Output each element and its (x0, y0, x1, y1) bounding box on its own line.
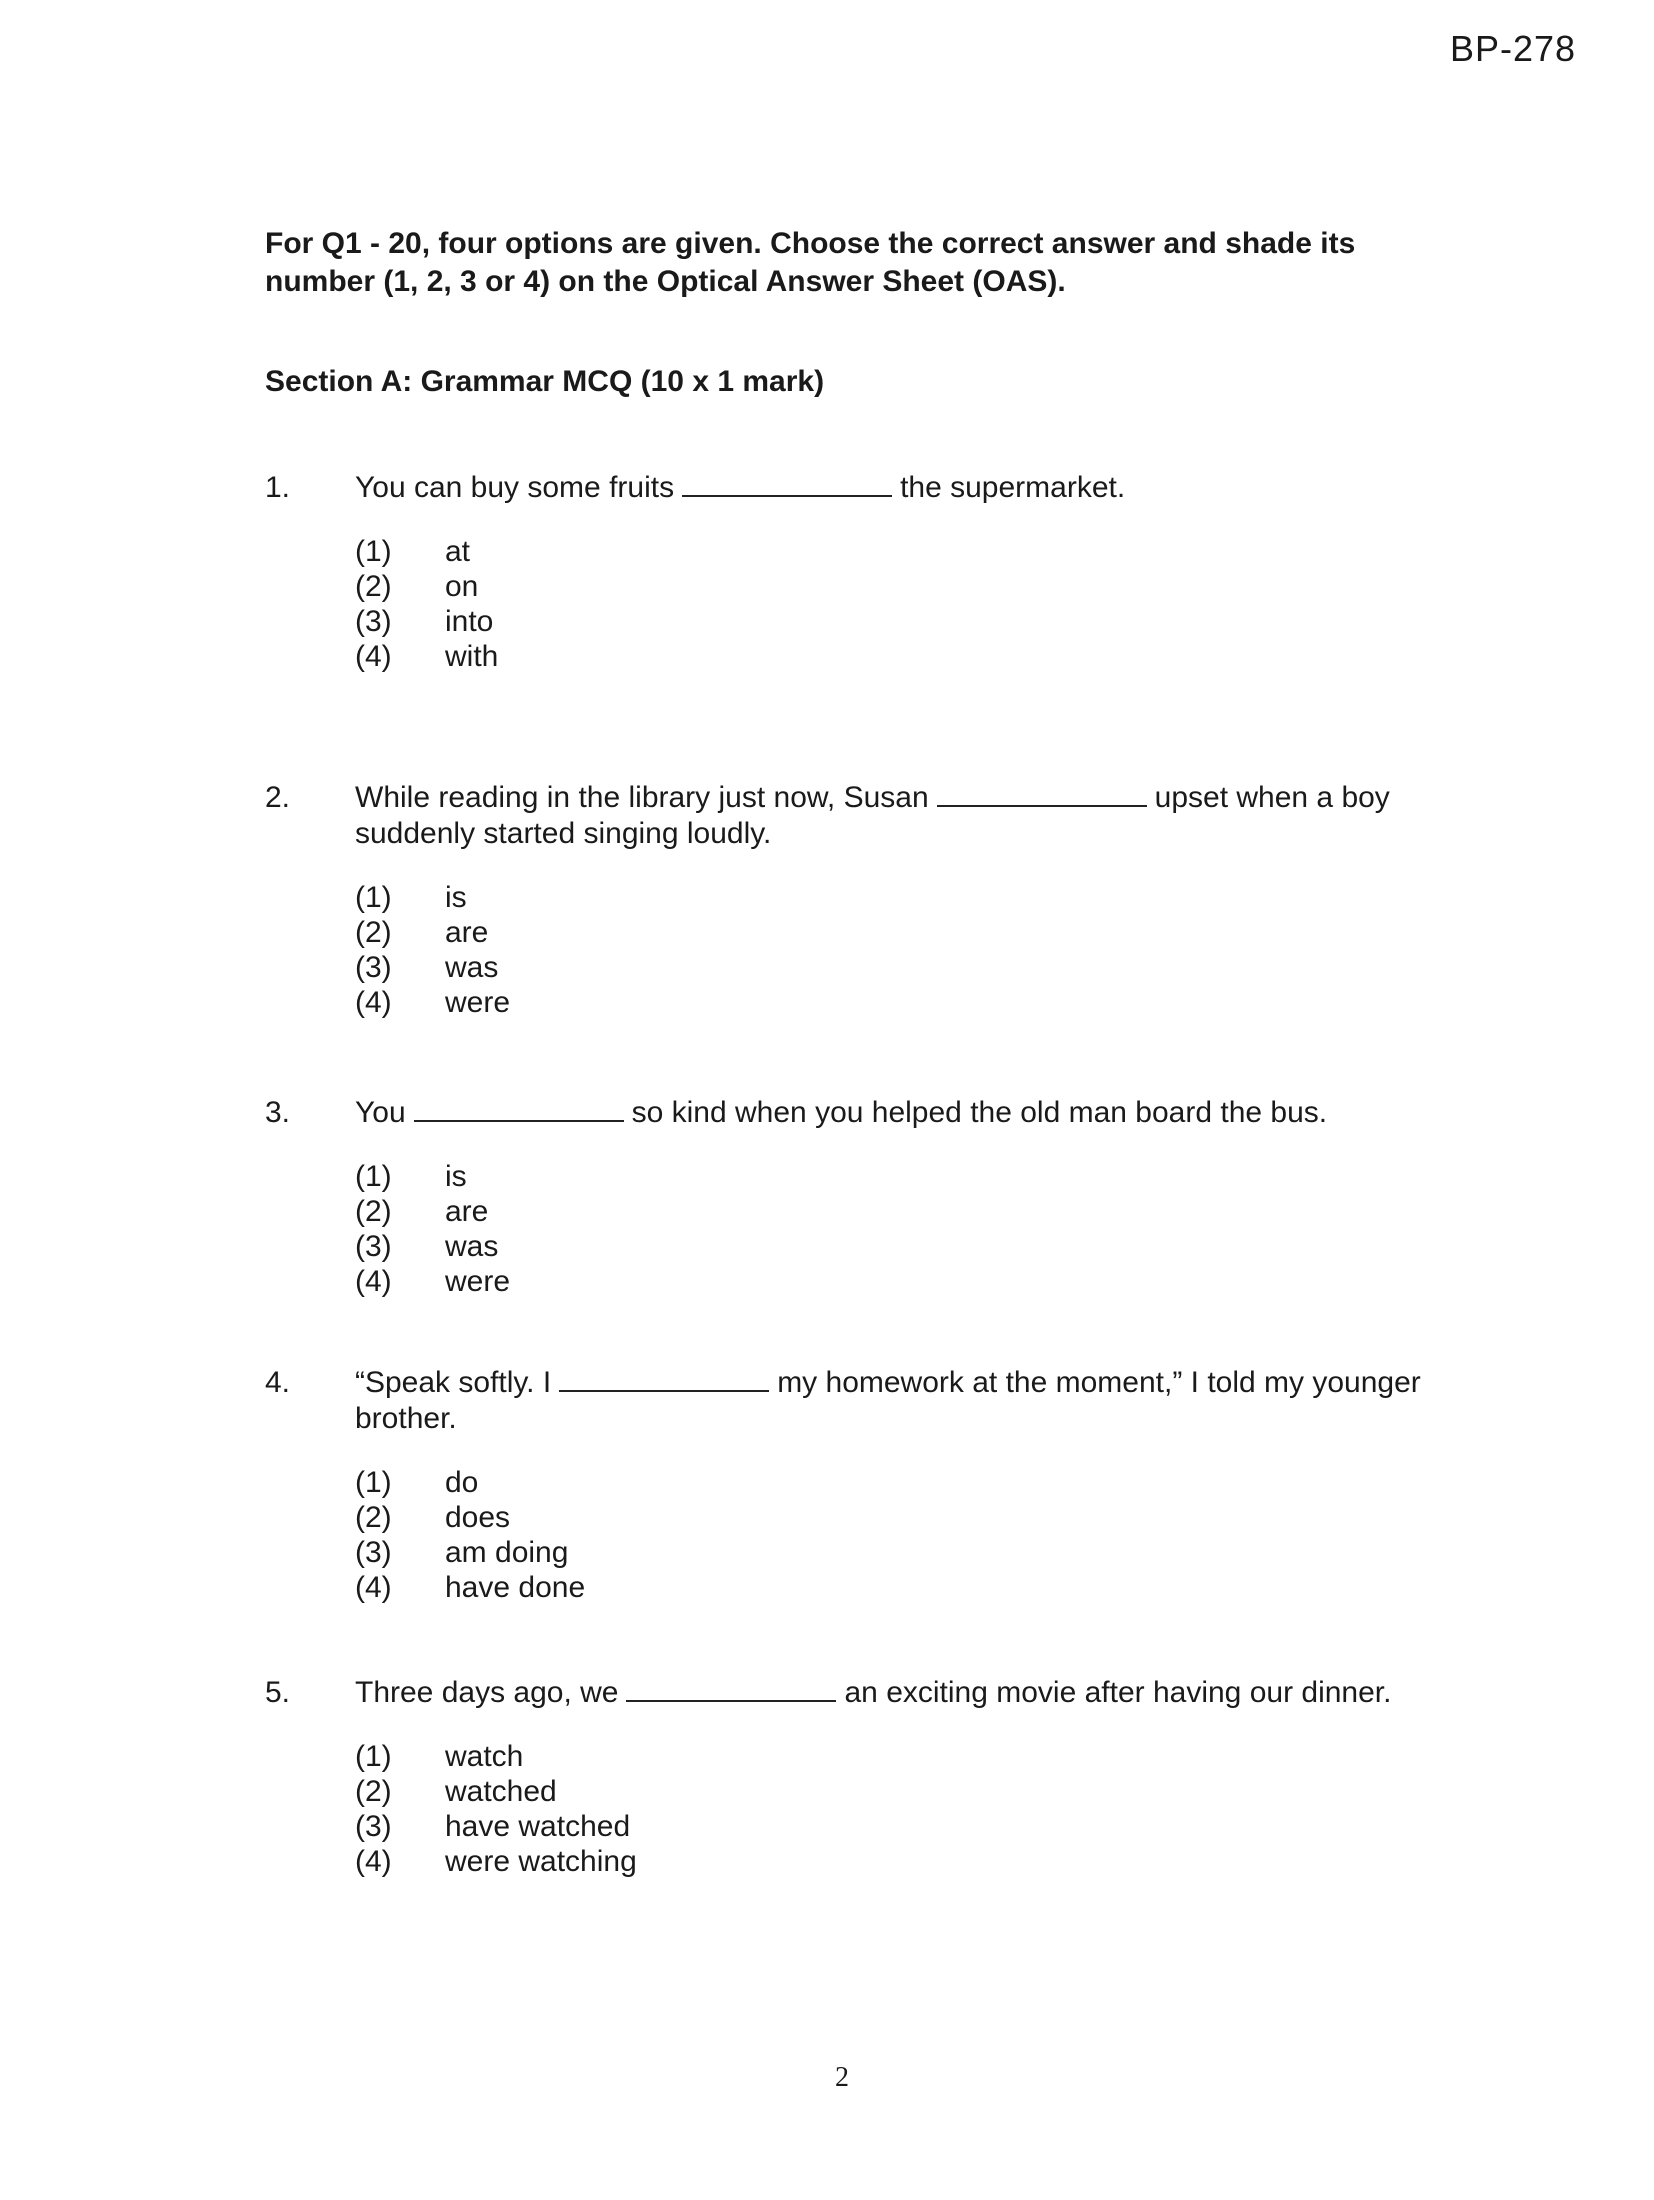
answer-blank (937, 781, 1147, 807)
option: (4) were (355, 986, 511, 1019)
option: (3) was (355, 1230, 499, 1263)
question-4 (265, 1365, 1425, 1605)
option: (2) are (355, 916, 489, 949)
question-number: 4. (265, 1366, 291, 1399)
question-text: You so kind when you helped the old man board the bus. (355, 1096, 1328, 1129)
question-text: Three days ago, we an exciting movie after having our dinner. (355, 1676, 1392, 1709)
option: (2) are (355, 1195, 489, 1228)
option-list (355, 1739, 1425, 1879)
option: (1) do (355, 1466, 479, 1499)
question-1 (265, 470, 1425, 674)
option-list (355, 880, 1425, 1020)
question-number: 3. (265, 1096, 291, 1129)
option: (1) is (355, 881, 467, 914)
option: (2) on (355, 570, 479, 603)
question-2 (265, 780, 1425, 1020)
option: (4) have done (355, 1571, 586, 1604)
page-number: 2 (835, 2062, 849, 2093)
answer-blank (626, 1676, 836, 1702)
option: (3) am doing (355, 1536, 569, 1569)
option: (4) were (355, 1265, 511, 1298)
option: (4) with (355, 640, 499, 673)
question-text: “Speak softly. I my homework at the moment,” I told my younger brother. (355, 1366, 1421, 1435)
option-list (355, 1465, 1425, 1605)
question-text: While reading in the library just now, Susan upset when a boy suddenly started singing loudly. (355, 781, 1390, 850)
option: (3) have watched (355, 1810, 631, 1843)
option: (1) watch (355, 1740, 524, 1773)
option-list (355, 534, 1425, 674)
option-list (355, 1159, 1425, 1299)
option: (2) does (355, 1501, 511, 1534)
question-3 (265, 1095, 1425, 1299)
paper-code: BP-278 (1450, 28, 1577, 69)
question-5 (265, 1675, 1425, 1879)
answer-blank (414, 1096, 624, 1122)
question-number: 2. (265, 781, 291, 814)
question-number: 5. (265, 1676, 291, 1709)
option: (3) into (355, 605, 494, 638)
section-title: Section A: Grammar MCQ (10 x 1 mark) (265, 365, 825, 398)
answer-blank (559, 1366, 769, 1392)
option: (1) is (355, 1160, 467, 1193)
instructions: For Q1 - 20, four options are given. Choose the correct answer and shade its number (1, 2, 3 or 4) on the Optical Answer Sheet (OAS). (265, 227, 1356, 298)
answer-blank (682, 471, 892, 497)
option: (2) watched (355, 1775, 557, 1808)
option: (3) was (355, 951, 499, 984)
option: (1) at (355, 535, 471, 568)
option: (4) were watching (355, 1845, 637, 1878)
question-number: 1. (265, 471, 291, 504)
question-text: You can buy some fruits the supermarket. (355, 471, 1126, 504)
